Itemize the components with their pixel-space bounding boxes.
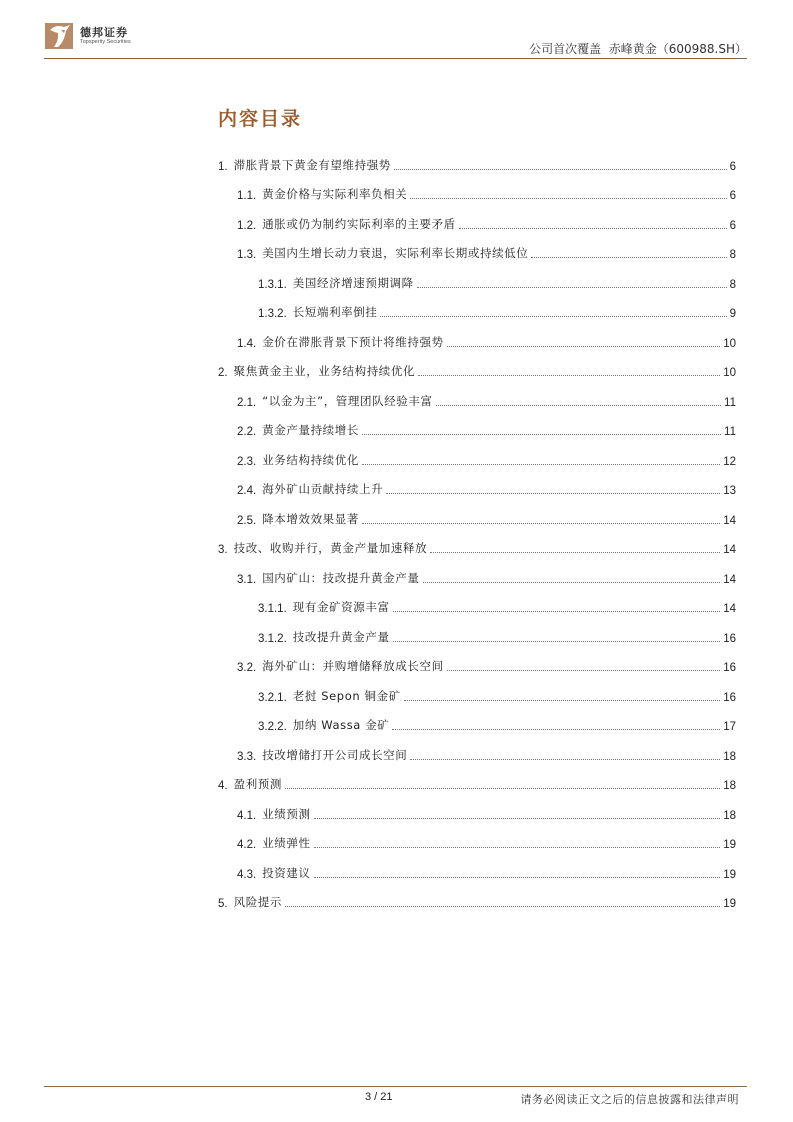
toc-entry[interactable]	[218, 881, 736, 911]
toc-entry-number: 1.4.	[237, 337, 257, 350]
toc-entry-title: 黄金产量持续增长	[262, 423, 359, 437]
toc-dot-leader	[410, 758, 720, 760]
toc-entry-page: 6	[729, 190, 736, 202]
toc-entry-page: 12	[723, 455, 736, 468]
toc-entry-title: 通胀或仍为制约实际利率的主要矛盾	[262, 216, 456, 231]
toc-entry-page: 16	[723, 691, 736, 704]
logo-icon	[44, 20, 76, 52]
toc-entry-page: 11	[724, 396, 736, 409]
toc-entry[interactable]	[218, 291, 736, 321]
toc-entry-page: 14	[723, 544, 736, 556]
toc-dot-leader	[314, 876, 721, 878]
toc-dot-leader	[404, 699, 720, 701]
toc-entry-number: 3.2.2.	[258, 721, 287, 733]
toc-entry-page: 14	[723, 603, 736, 615]
toc-entry-title: 投资建议	[262, 865, 311, 880]
company-logo	[44, 20, 131, 52]
toc-dot-leader	[418, 374, 720, 376]
toc-entry-page: 17	[723, 721, 736, 733]
page-indicator: 3 / 21	[365, 1091, 393, 1103]
legal-disclaimer: 请务必阅读正文之后的信息披露和法律声明	[520, 1093, 739, 1106]
toc-entry[interactable]	[218, 173, 736, 203]
toc-entry[interactable]	[218, 409, 736, 439]
toc-entry-number: 3.2.1.	[258, 691, 287, 704]
toc-entry-page: 9	[729, 308, 736, 320]
toc-entry[interactable]	[218, 733, 736, 763]
toc-entry-number: 3.	[218, 544, 228, 556]
report-header	[529, 40, 747, 57]
toc-entry-page: 14	[723, 514, 736, 527]
toc-entry-page: 19	[723, 868, 736, 881]
toc-entry-number: 2.5.	[237, 514, 257, 527]
toc-entry-number: 3.2.	[237, 662, 257, 674]
toc-dot-leader	[362, 433, 721, 435]
toc-entry-title: “以金为主”，管理团队经验丰富	[262, 393, 433, 408]
toc-entry[interactable]	[218, 645, 736, 675]
toc-entry-number: 2.4.	[237, 485, 257, 497]
toc-entry-page: 14	[723, 573, 736, 586]
toc-entry-number: 3.1.2.	[258, 632, 287, 645]
toc-title: 内容目录	[218, 108, 303, 130]
toc-dot-leader	[459, 227, 727, 229]
toc-entry-page: 6	[729, 219, 736, 232]
toc-entry-title: 美国内生增长动力衰退，实际利率长期或持续低位	[262, 246, 529, 260]
toc-entry-page: 19	[723, 839, 736, 851]
toc-entry-title: 业绩弹性	[262, 836, 311, 850]
toc-dot-leader	[380, 315, 726, 317]
toc-entry[interactable]	[218, 202, 736, 232]
toc-entry-title: 老挝 Sepon 铜金矿	[292, 688, 401, 703]
toc-entry-page: 10	[723, 337, 736, 350]
toc-entry-number: 4.3.	[237, 868, 257, 881]
toc-entry-title: 加纳 Wassa 金矿	[292, 718, 390, 732]
toc-entry[interactable]	[218, 556, 736, 586]
toc-entry-title: 海外矿山贡献持续上升	[262, 482, 384, 496]
toc-entry-title: 黄金价格与实际利率负相关	[262, 187, 408, 201]
toc-dot-leader	[393, 640, 721, 642]
toc-entry-title: 滞胀背景下黄金有望维持强势	[233, 157, 391, 172]
toc-entry[interactable]	[218, 822, 736, 852]
toc-dot-leader	[394, 168, 727, 170]
toc-entry-title: 聚焦黄金主业，业务结构持续优化	[233, 364, 416, 378]
toc-entry-title: 长短端利率倒挂	[292, 305, 378, 319]
toc-entry[interactable]	[218, 615, 736, 645]
report-type: 公司首次覆盖	[529, 42, 602, 56]
toc-entry-page: 19	[723, 898, 736, 910]
toc-entry-title: 盈利预测	[233, 777, 282, 791]
toc-entry-title: 海外矿山：并购增储释放成长空间	[262, 659, 444, 673]
toc-entry-number: 2.2.	[237, 426, 257, 438]
toc-entry-title: 国内矿山：技改提升黄金产量	[262, 570, 420, 585]
toc-entry-title: 风险提示	[233, 895, 282, 909]
toc-entry[interactable]	[218, 497, 736, 527]
toc-entry-page: 18	[723, 750, 736, 763]
toc-entry-number: 1.3.1.	[258, 278, 287, 291]
toc-dot-leader	[393, 610, 721, 612]
toc-entry[interactable]	[218, 350, 736, 380]
toc-entry-page: 18	[723, 780, 736, 792]
toc-entry-page: 16	[723, 632, 736, 645]
toc-entry[interactable]	[218, 232, 736, 262]
toc-entry-page: 18	[723, 809, 736, 822]
logo-name-en: Topsperity Securities	[80, 38, 131, 45]
toc-dot-leader	[392, 728, 720, 730]
toc-entry[interactable]	[218, 586, 736, 616]
toc-entry-number: 1.3.2.	[258, 308, 287, 320]
toc-entry-page: 11	[724, 426, 736, 438]
toc-entry[interactable]	[218, 792, 736, 822]
table-of-contents	[218, 143, 736, 910]
toc-entry-number: 3.3.	[237, 750, 257, 763]
header-divider	[44, 58, 747, 59]
toc-entry-title: 业务结构持续优化	[262, 452, 359, 467]
toc-entry-page: 8	[729, 278, 736, 291]
toc-entry[interactable]	[218, 379, 736, 409]
toc-entry[interactable]	[218, 763, 736, 793]
toc-entry-number: 2.1.	[237, 396, 257, 409]
toc-dot-leader	[423, 581, 721, 583]
toc-entry-number: 3.1.1.	[258, 603, 287, 615]
toc-dot-leader	[362, 463, 720, 465]
toc-entry[interactable]	[218, 704, 736, 734]
toc-entry-number: 2.	[218, 367, 228, 379]
toc-entry-number: 1.3.	[237, 249, 257, 261]
toc-entry-page: 6	[729, 160, 736, 173]
toc-entry[interactable]	[218, 320, 736, 350]
logo-name-cn: 德邦证券	[80, 25, 128, 39]
footer-divider	[44, 1086, 747, 1087]
toc-entry-number: 1.2.	[237, 219, 257, 232]
toc-dot-leader	[314, 846, 721, 848]
toc-entry-number: 5.	[218, 898, 228, 910]
toc-dot-leader	[362, 522, 720, 524]
company-name: 赤峰黄金（600988.SH）	[608, 42, 747, 56]
toc-dot-leader	[285, 905, 720, 907]
toc-dot-leader	[436, 404, 721, 406]
toc-entry-title: 技改、收购并行，黄金产量加速释放	[233, 541, 428, 555]
toc-entry[interactable]	[218, 674, 736, 704]
toc-entry-number: 1.1.	[237, 190, 257, 202]
toc-entry-number: 4.	[218, 780, 228, 792]
toc-entry[interactable]	[218, 143, 736, 173]
toc-dot-leader	[386, 492, 720, 494]
toc-entry[interactable]	[218, 851, 736, 881]
toc-entry-title: 技改增储打开公司成长空间	[262, 747, 408, 762]
toc-entry-number: 4.1.	[237, 809, 257, 822]
toc-entry-page: 16	[723, 662, 736, 674]
toc-dot-leader	[285, 787, 720, 789]
toc-entry-title: 美国经济增速预期调降	[292, 275, 414, 290]
toc-entry-number: 2.3.	[237, 455, 257, 468]
toc-entry-number: 4.2.	[237, 839, 257, 851]
toc-dot-leader	[447, 669, 721, 671]
toc-dot-leader	[417, 286, 727, 288]
toc-entry-page: 10	[723, 367, 736, 379]
toc-dot-leader	[447, 345, 721, 347]
toc-entry-title: 业绩预测	[262, 806, 311, 821]
toc-dot-leader	[531, 256, 726, 258]
toc-entry-title: 现有金矿资源丰富	[292, 600, 390, 614]
toc-dot-leader	[314, 817, 721, 819]
toc-entry-page: 13	[723, 485, 736, 497]
toc-entry-title: 降本增效效果显著	[262, 511, 359, 526]
toc-entry-title: 金价在滞胀背景下预计将维持强势	[262, 334, 444, 349]
toc-entry[interactable]	[218, 468, 736, 498]
toc-entry[interactable]	[218, 527, 736, 557]
toc-entry-title: 技改提升黄金产量	[292, 629, 390, 644]
toc-entry-number: 3.1.	[237, 573, 257, 586]
toc-entry-number: 1.	[218, 160, 228, 173]
toc-entry[interactable]	[218, 438, 736, 468]
toc-entry[interactable]	[218, 261, 736, 291]
toc-dot-leader	[430, 551, 720, 553]
toc-dot-leader	[410, 197, 726, 199]
toc-entry-page: 8	[729, 249, 736, 261]
